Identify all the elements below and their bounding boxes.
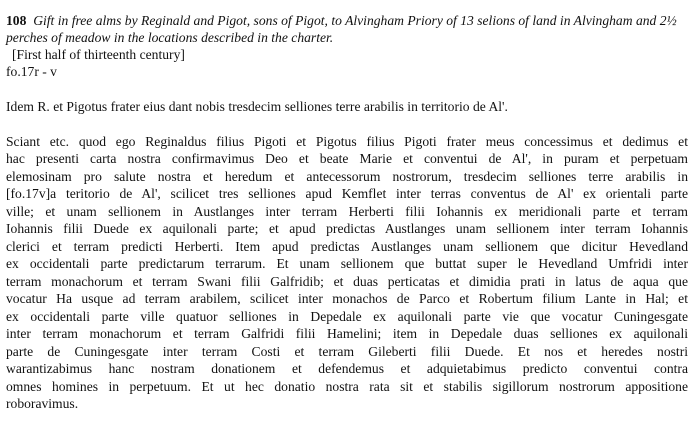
document-page [6, 12, 688, 413]
charter-line: roboravimus. [6, 396, 79, 411]
rubric-paragraph [6, 98, 688, 116]
entry-meta [6, 46, 688, 80]
entry-summary-line: perches of meadow in the locations described in the charter. [6, 30, 334, 45]
charter-line: omnes homines in perpetuum. Et ut hec donatio nostra rata sit et stabilis sigillorum nostrorum appositione [6, 378, 688, 394]
charter-line: parte de Cuningesgate inter terram Costi et terram Gileberti filii Duede. Et nos et heredes nostri [6, 343, 688, 359]
charter-line: clerici et terram predicti Herberti. Item apud predictas Austlanges unam sellionem que dicitur Hevedland [6, 238, 688, 254]
charter-line: hac presenti carta nostra confirmavimus Deo et beate Marie et conventui de Al', in puram et perpetuam [6, 151, 688, 166]
charter-line: ville; et unam sellionem in Austlanges inter terram Herberti filii Iohannis ex meridionali parte et terram [6, 203, 688, 219]
charter-line: elemosinam pro salute nostra et heredum et antecessorum nostrorum, tresdecim selliones terre arabilis in [6, 168, 688, 184]
charter-line: ex occidentali parte ville quatuor selliones in Depedale ex aquilonali parte vie que vocatur Cuningesgate [6, 308, 688, 324]
charter-line: warantizabimus hanc nostram donationem et defendemus et adquietabimus predicto conventui contra [6, 361, 688, 376]
rubric-text: Idem R. et Pigotus frater eius dant nobis tresdecim selliones terre arabilis in territorio de Al'. [6, 99, 508, 114]
charter-line: terram monachorum et terram Swani filii Galfridib; et duas perticatas et dimidia prati in latus de aqua que [6, 273, 688, 289]
entry-header [6, 12, 688, 46]
entry-date: [First half of thirteenth century] [12, 47, 185, 62]
charter-line: vocatur Ha usque ad terram arabilem, scilicet inter monachos de Parco et Robertum filium Lante in Hal; et [6, 291, 688, 306]
entry-summary-line: Gift in free alms by Reginald and Pigot, sons of Pigot, to Alvingham Priory of 13 selions of land in Alvingham and 2½ [33, 13, 677, 28]
charter-line: [fo.17v]a teritorio de Al', scilicet tres selliones apud Kemflet inter terras conventus de Al' ex orientali parte [6, 186, 688, 201]
charter-line: Iohannis filii Duede ex aquilonali parte; et apud predictas Austlanges unam sellionem inter terram Iohannis [6, 221, 688, 236]
charter-line: Sciant etc. quod ego Reginaldus filius Pigoti et Pigotus filius Pigoti frater meus concessimus et dedimus et [6, 133, 688, 149]
charter-line: ex occidentali parte predictarum terrarum. Et unam sellionem que buttat super le Hevedland Umfridi inter [6, 256, 688, 271]
entry-heading-line-1 [6, 12, 688, 29]
charter-text [6, 133, 688, 413]
charter-line: inter terram monachorum et terram Galfridi filii Hamelini; item in Depedale duas selliones ex aquilonali [6, 326, 688, 341]
folio-reference: fo.17r - v [6, 64, 57, 79]
entry-number: 108 [6, 13, 27, 28]
